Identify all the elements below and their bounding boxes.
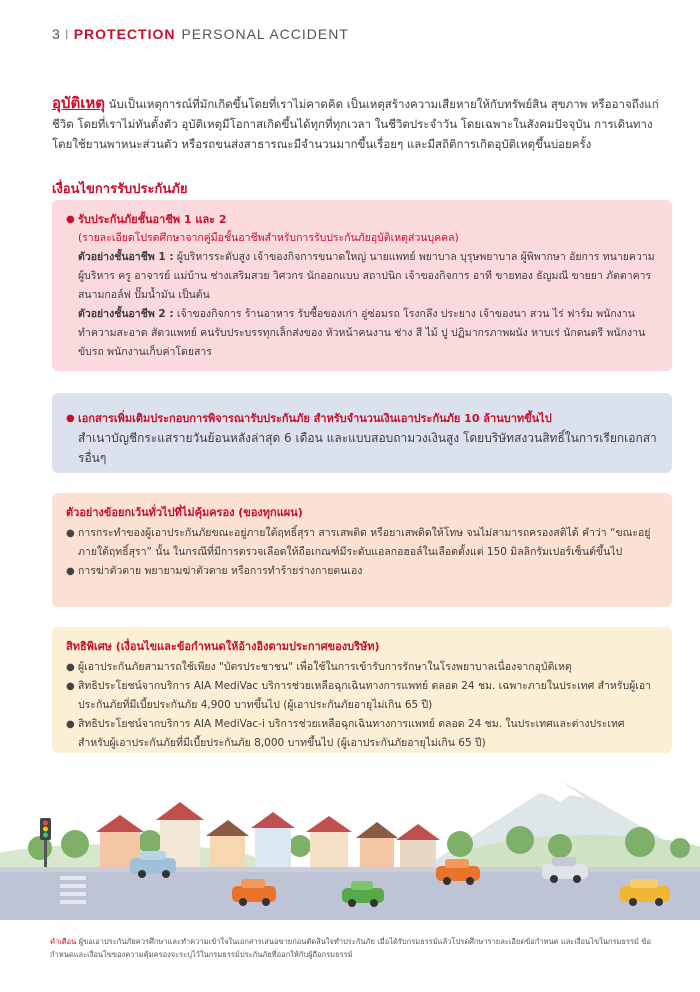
occupation-heading-row xyxy=(66,210,658,229)
bullet-icon: ● xyxy=(66,566,75,577)
town-illustration xyxy=(0,760,700,920)
header-title: PERSONAL ACCIDENT xyxy=(181,26,349,42)
intro-paragraph xyxy=(52,93,672,154)
exclusions-heading: ตัวอย่างข้อยกเว้นทั่วไปที่ไม่คุ้มครอง (ของทุกแผน) xyxy=(66,506,303,519)
class2-label: ตัวอย่างชั้นอาชีพ 2 : xyxy=(78,308,174,320)
documents-heading-row xyxy=(66,409,658,428)
privilege-text: สิทธิประโยชน์จากบริการ AIA MediVac บริการช่วยเหลือฉุกเฉินทางการแพทย์ ตลอด 24 ชม. เฉพาะภายในประเทศ สำหรับผู้เอาประกันภัยที่มีเบี้ยประกันภัย 4,900 บาทขึ้นไป (ผู้เอาประกันภัยอายุไม่เกิน 65 ปี) xyxy=(78,680,652,711)
privileges-heading: สิทธิพิเศษ (เงื่อนไขและข้อกำหนดให้อ้างอิงตามประกาศของบริษัท) xyxy=(66,640,380,653)
footer-text: ผู้ขอเอาประกันภัยควรศึกษาและทำความเข้าใจในเอกสารเสนอขายก่อนตัดสินใจทำประกันภัย เมื่อได้รับกรมธรรม์แล้วโปรดศึกษารายละเอียดข้อกำหนด และเงื่อนไขในกรมธรรม์ ข้อกำหนดและเงื่อนไขของความคุ้มครองจะระบุไว้ในกรมธรรม์ประกันภัยที่ออกให้กับผู้ถือกรมธรรม์ xyxy=(50,937,651,959)
bullet-icon: ● xyxy=(66,528,75,539)
page-number: 3 xyxy=(52,26,61,42)
occupation-note: (รายละเอียดโปรดศึกษาจากคู่มือชั้นอาชีพสำหรับการรับประกันภัยอุบัติเหตุส่วนบุคคล) xyxy=(78,232,459,244)
header-separator: I xyxy=(64,26,70,42)
occupation-heading: รับประกันภัยชั้นอาชีพ 1 และ 2 xyxy=(78,213,227,226)
class1-label: ตัวอย่างชั้นอาชีพ 1 : xyxy=(78,251,174,263)
privilege-text: สิทธิประโยชน์จากบริการ AIA MediVac-i บริการช่วยเหลือฉุกเฉินทางการแพทย์ ตลอด 24 ชม. ในประเทศและต่างประเทศ สำหรับผู้เอาประกันภัยที่มีเบี้ยประกันภัย 8,000 บาทขึ้นไป (ผู้เอาประกันภัยอายุไม่เกิน 65 ปี) xyxy=(78,718,625,749)
privileges-box xyxy=(52,627,672,753)
exclusions-box xyxy=(52,493,672,607)
privilege-item xyxy=(66,715,658,753)
intro-keyword: อุบัติเหตุ xyxy=(52,94,106,112)
privilege-text: ผู้เอาประกันภัยสามารถใช้เพียง "บัตรประชาชน" เพื่อใช้ในการเข้ารับการรักษาในโรงพยาบาลเนื่องจากอุบัติเหตุ xyxy=(78,661,572,673)
class1-paragraph xyxy=(66,248,658,305)
footer-warning xyxy=(50,935,670,961)
privilege-item xyxy=(66,677,658,715)
occupation-class-box xyxy=(52,200,672,371)
bullet-icon: ● xyxy=(66,719,75,730)
exclusion-item xyxy=(66,524,658,562)
documents-text: สำเนาบัญชีกระแสรายวันย้อนหลังล่าสุด 6 เดือน และแบบสอบถามวงเงินสูง โดยบริษัทสงวนสิทธิ์ในการเรียกเอกสารอื่นๆ xyxy=(78,431,657,465)
exclusion-text: การกระทำของผู้เอาประกันภัยขณะอยู่ภายใต้ฤทธิ์สุรา สารเสพติด หรือยาเสพติดให้โทษ จนไม่สามารถครองสติได้ คำว่า “ขณะอยู่ภายใต้ฤทธิ์สุรา” นั้น ในกรณีที่มีการตรวจเลือดให้ถือเกณฑ์มีระดับแอลกอฮอล์ในเลือดตั้งแต่ 150 มิลลิกรัมเปอร์เซ็นต์ขึ้นไป xyxy=(78,527,651,558)
header-category: PROTECTION xyxy=(73,26,176,42)
privilege-item xyxy=(66,658,658,677)
bullet-icon: ● xyxy=(66,681,75,692)
footer-label: คำเตือน xyxy=(50,937,77,946)
bullet-icon: ● xyxy=(66,662,75,673)
conditions-title: เงื่อนไขการรับประกันภัย xyxy=(52,178,192,204)
page-header xyxy=(52,26,349,42)
intro-text: นับเป็นเหตุการณ์ที่มักเกิดขึ้นโดยที่เราไม่คาดคิด เป็นเหตุสร้างความเสียหายให้กับทรัพย์สิน สุขภาพ หรืออาจถึงแก่ชีวิต โดยที่เราไม่ทันตั้งตัว อุบัติเหตุมีโอกาสเกิดขึ้นได้ทุกที่ทุกเวลา ในชีวิตประจำวัน โดยเฉพาะในสังคมปัจจุบัน การเดินทางโดยใช้ยานพาหนะส่วนตัว หรือรถขนส่งสาธารณะมีจำนวนมากขึ้นเรื่อยๆ และมีสถิติการเกิดอุบัติเหตุขึ้นบ่อยครั้ง xyxy=(52,97,659,151)
sidewalk xyxy=(0,867,700,872)
documents-box xyxy=(52,393,672,473)
class1-text: ผู้บริหารระดับสูง เจ้าของกิจการขนาดใหญ่ นายแพทย์ พยาบาล บุรุษพยาบาล ผู้พิพากษา อัยการ ทนายความ ผู้บริหาร ครู อาจารย์ แม่บ้าน ช่างเสริมสวย วิศวกร นักออกแบบ สถาปนิก เจ้าของกิจการ อาที ขายทอง ธัญมณี ขายยา ภัตตาคาร สนามกอล์ฟ ปั๊มน้ำมัน เป็นต้น xyxy=(78,251,655,301)
bullet-icon: ● xyxy=(66,413,75,424)
class2-paragraph xyxy=(66,305,658,362)
bullet-icon: ● xyxy=(66,214,75,225)
class2-text: เจ้าของกิจการ ร้านอาหาร รับซื้อของเก่า อู่ซ่อมรถ โรงกลึง ประยาง เจ้าของนา สวน ไร่ ฟาร์ม พนักงานทำความสะอาด สัตวแพทย์ คนรับประบรรทุกเล็กส่งของ หัวหน้าคนงาน ช่าง สี ไม้ ปู ปฏิมากรภาพผนัง หาบเร่ นักดนตรี พนักงานขับรถ พนักงานเก็บค่าโดยสาร xyxy=(78,308,646,358)
documents-heading: เอกสารเพิ่มเติมประกอบการพิจารณารับประกันภัย สำหรับจำนวนเงินเอาประกันภัย 10 ล้านบาทขึ้นไป xyxy=(78,412,552,425)
exclusion-text: การฆ่าตัวตาย พยายามฆ่าตัวตาย หรือการทำร้ายร่างกายตนเอง xyxy=(78,565,363,577)
exclusion-item xyxy=(66,562,658,581)
